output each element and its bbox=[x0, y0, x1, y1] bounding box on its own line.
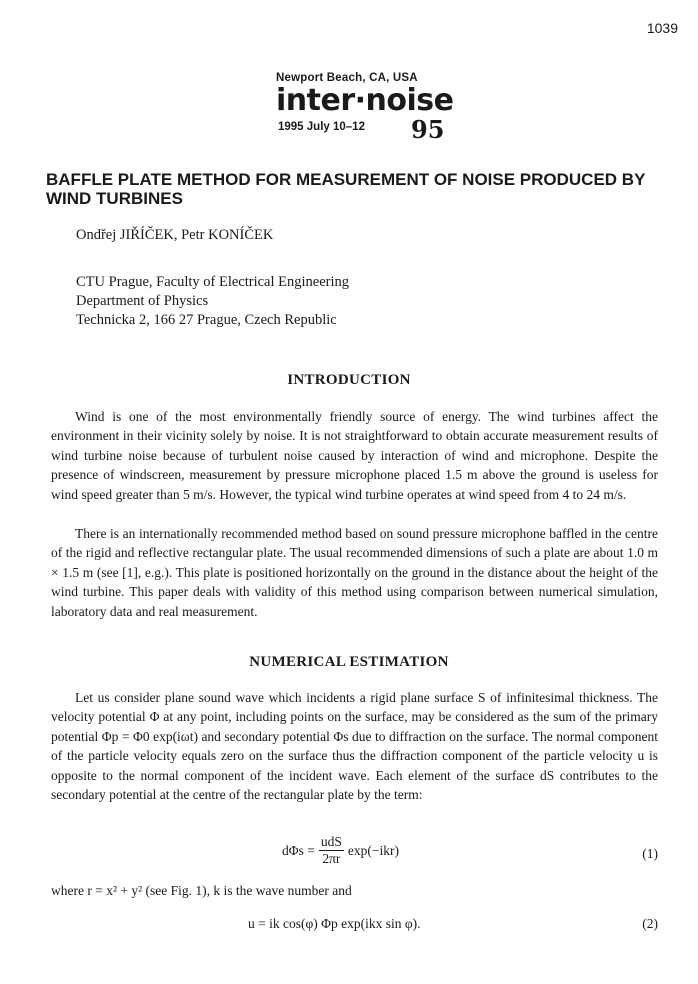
equation-2-number: (2) bbox=[642, 916, 658, 931]
equation-1-number: (1) bbox=[642, 846, 658, 861]
conference-year: 95 bbox=[411, 115, 445, 144]
equation-1-numerator: udS bbox=[320, 834, 342, 849]
paragraph-numerical-2: where r = x² + y² (see Fig. 1), k is the wave number and bbox=[51, 883, 352, 898]
affiliation-line: Department of Physics bbox=[76, 293, 209, 309]
conference-header bbox=[276, 72, 456, 144]
paragraph-intro-2: There is an internationally recommended method based on sound pressure microphone baffled in the centre of the rigid and reflective rectangular plate. The usual recommended dimensions of such a plate are about 1.0 m × 1.5 m (see [1], e.g.). This plate is positioned horizontally on the ground in the distance about the height of the wind turbine. This paper deals with validity of this method using comparison between numerical simulation, laboratory data and real measurement. bbox=[51, 526, 658, 619]
equation-1-lhs: dΦs = bbox=[282, 842, 315, 858]
paragraph-numerical-1: Let us consider plane sound wave which incidents a rigid plane surface S of infinitesimal thickness. The velocity potential Φ at any point, including points on the surface, may be considered as the sum of the primary potential Φp = Φ0 exp(iωt) and secondary potential Φs due to diffraction on the surface. The normal component of the particle velocity equals zero on the surface thus the diffraction component of the particle velocity u is opposite to the normal component of the incident wave. Each element of the surface dS contributes to the secondary potential at the centre of the rectangular plate by the term: bbox=[51, 690, 658, 803]
affiliation-line: Technicka 2, 166 27 Prague, Czech Republic bbox=[76, 312, 337, 328]
equation-2-body: u = ik cos(φ) Φp exp(ikx sin φ). bbox=[248, 916, 421, 931]
section-heading-introduction: INTRODUCTION bbox=[287, 372, 411, 388]
conference-date-row bbox=[276, 115, 456, 144]
equation-1-fraction bbox=[319, 834, 344, 867]
equation-1-body bbox=[282, 834, 399, 867]
equation-1-rhs: exp(−ikr) bbox=[347, 842, 399, 858]
conference-logo: inter·noise bbox=[276, 83, 454, 118]
paper-title: BAFFLE PLATE METHOD FOR MEASUREMENT OF NOISE PRODUCED BY WIND TURBINES bbox=[46, 170, 646, 208]
equation-1-denominator: 2πr bbox=[322, 851, 341, 866]
authors: Ondřej JIŘÍČEK, Petr KONÍČEK bbox=[76, 227, 274, 243]
equation-2 bbox=[0, 916, 698, 938]
page-number: 1039 bbox=[646, 20, 678, 36]
section-heading-numerical: NUMERICAL ESTIMATION bbox=[249, 654, 449, 670]
affiliation bbox=[76, 273, 349, 330]
conference-date: 1995 July 10–12 bbox=[278, 121, 365, 133]
affiliation-line: CTU Prague, Faculty of Electrical Engineering bbox=[76, 274, 349, 290]
conference-location: Newport Beach, CA, USA bbox=[276, 72, 418, 84]
paragraph-intro-1: Wind is one of the most environmentally friendly source of energy. The wind turbines affect the environment in their vicinity solely by noise. It is not straightforward to obtain accurate measurement results of wind turbine noise because of turbulent noise caused by interaction of wind and microphone. Despite the presence of windscreen, measurement by pressure microphone placed 1.5 m above the ground is useless for wind speed greater than 5 m/s. However, the typical wind turbine operates at wind speed from 4 to 24 m/s. bbox=[51, 409, 658, 502]
equation-1 bbox=[0, 834, 698, 874]
